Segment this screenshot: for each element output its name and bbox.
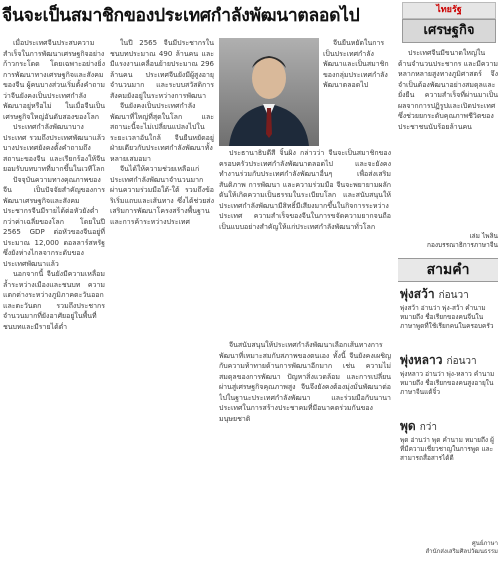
paragraph: นอกจากนี้ จีนยังมีความเหลื่อมล้ำระหว่างเมืองและชนบท ความแตกต่างระหว่างภูมิภาคตะวันออกและตะวันตก รวมถึงประชากรจำนวนมากที่ยังอาศัยอยู่ในพื้นที่ชนบทและมีรายได้ต่ำ [3, 270, 105, 331]
glossary-thai-numeral: ก่อนวา [446, 356, 477, 367]
paragraph: ในปี 2565 จีนมีประชากรในชนบทประมาณ 490 ล้านคน และมีแรงงานเคลื่อนย้ายประมาณ 296 ล้านคน ประเทศจีนยังมีผู้สูงอายุจำนวนมาก และระบบสวัสดิการสังคมยังอยู่ในระหว่างการพัฒนา [110, 39, 214, 100]
glossary-thai-numeral: กว่า [419, 422, 437, 433]
glossary-source: ศูนย์ภาษา สำนักส่งเสริมศิลปวัฒนธรรม [425, 540, 498, 555]
paragraph: จีนสนับสนุนให้ประเทศกำลังพัฒนาเลือกเส้นทางการพัฒนาที่เหมาะสมกับสภาพของตนเอง ทั้งนี้ จีนยังคงเผชิญกับความท้าทายด้านการพัฒนาอีกมาก เช่น ความไม่สมดุลของการพัฒนา ปัญหาสิ่งแวดล้อม และการเปลี่ยนผ่านสู่เศรษฐกิจคุณภาพสูง จีนจึงยังคงต้องมุ่งมั่นพัฒนาต่อไปในฐานะประเทศกำลังพัฒนา และร่วมมือกับนานาประเทศในการสร้างประชาคมที่มีอนาคตร่วมกันของมนุษยชาติ [219, 341, 391, 423]
glossary-definition: พุ่งสว้า อ่านว่า พุ่ง-สว้า คำนาม หมายถึง ชื่อเรียกของคนจีนในภาษาพูดที่ใช้เรียกคนในครอบครัว [400, 304, 494, 330]
glossary-entry [400, 286, 498, 346]
glossary-term: พุด [400, 419, 416, 433]
masthead-logo: ไทยรัฐ [402, 2, 496, 19]
article-column-3-bottom [219, 340, 391, 558]
glossary-entry [400, 352, 498, 412]
portrait-photo [219, 38, 319, 146]
paragraph: จีนยืนหยัดในการเป็นประเทศกำลังพัฒนาและเป็นสมาชิกของกลุ่มประเทศกำลังพัฒนาตลอดไป [323, 39, 389, 89]
glossary-definition: พุด อ่านว่า พุด คำนาม หมายถึง ผู้ที่มีความเชี่ยวชาญในการพูด และสามารถสื่อสารได้ดี [400, 436, 494, 462]
author-signature: เล่ม ไพลิน กองบรรณาธิการภาษาจีน [427, 232, 498, 249]
paragraph: ประเทศจีนมีขนาดใหญ่ในด้านจำนวนประชากร และมีความหลากหลายสูงทางภูมิศาสตร์ จึงจำเป็นต้องพัฒนาอย่างสมดุลและยั่งยืน ความสำเร็จที่ผ่านมาเป็นผลจากการปฏิรูปและเปิดประเทศ ซึ่งช่วยยกระดับคุณภาพชีวิตของประชาชนนับร้อยล้านคน [398, 49, 498, 131]
portrait-figure-icon [219, 38, 319, 146]
section-title: เศรษฐกิจ [402, 19, 496, 43]
sidebar-text [398, 48, 498, 230]
headline: จีนจะเป็นสมาชิกของประเทศกำลังพัฒนาตลอดไป [2, 6, 360, 26]
glossary-entry [400, 418, 498, 492]
glossary-thai-numeral: ก่อนวา [438, 290, 469, 301]
paragraph: ประเทศกำลังพัฒนาบางประเทศ รวมถึงประเทศพัฒนาแล้วบางประเทศยังคงตั้งคำถามถึงสถานะของจีน และเรียกร้องให้จีนยอมรับบทบาทที่มากขึ้นในเวทีโลก [3, 123, 105, 173]
glossary-title: สามคำ [398, 258, 498, 282]
glossary-term: พุ่งสว้า [400, 287, 435, 301]
intro-column [323, 38, 393, 146]
paragraph: ประธานาธิบดีสี จิ้นผิง กล่าวว่า จีนจะเป็นสมาชิกของครอบครัวประเทศกำลังพัฒนาตลอดไป และจะยังคงทำงานร่วมกับประเทศกำลังพัฒนาอื่นๆ เพื่อส่งเสริมสันติภาพ การพัฒนา และความร่วมมือ จีนจะพยายามผลักดันให้เกิดความเป็นธรรมในระเบียบโลก และสนับสนุนให้ประเทศกำลังพัฒนามีสิทธิ์มีเสียงมากขึ้นในกิจการระหว่างประเทศ ความสำเร็จของจีนในการขจัดความยากจนถือเป็นแบบอย่างสำคัญให้แก่ประเทศกำลังพัฒนาทั่วโลก [219, 149, 391, 231]
article-column-2 [110, 38, 214, 558]
paragraph: ปัจจุบันความทางคุณภาพของจีน เป็นปัจจัยสำคัญของการพัฒนาเศรษฐกิจและสังคม ประชากรจีนมีรายได้ต่อหัวยังต่ำกว่าค่าเฉลี่ยของโลก โดยในปี 2565 GDP ต่อหัวของจีนอยู่ที่ประมาณ 12,000 ดอลลาร์สหรัฐ ซึ่งยังห่างไกลจากระดับของประเทศพัฒนาแล้ว [3, 175, 105, 268]
paragraph: จีนได้ให้ความช่วยเหลือแก่ประเทศกำลังพัฒนาจำนวนมากผ่านความร่วมมือใต้-ใต้ รวมถึงข้อริเริ่มแถบและเส้นทาง ซึ่งได้ช่วยส่งเสริมการพัฒนาโครงสร้างพื้นฐานและการค้าระหว่างประเทศ [110, 165, 214, 226]
paragraph: เมื่อประเทศจีนประสบความสำเร็จในการพัฒนาเศรษฐกิจอย่างก้าวกระโดด โดยเฉพาะอย่างยิ่งการพัฒนาทางเศรษฐกิจและสังคมของจีน ผู้คนบางส่วนเริ่มตั้งคำถามว่าจีนยังคงเป็นประเทศกำลังพัฒนาอยู่หรือไม่ ในเมื่อจีนเป็นเศรษฐกิจใหญ่อันดับสองของโลก [3, 39, 105, 121]
glossary-term: พุ่งหลาว [400, 353, 443, 367]
article-column-1 [3, 38, 105, 558]
glossary-definition: พุ่งหลาว อ่านว่า พุ่ง-หลาว คำนาม หมายถึง ชื่อเรียกของคนสูงอายุในภาษาจีนแต้จิ๋ว [400, 370, 495, 396]
article-column-3-top [219, 148, 391, 338]
paragraph: จีนยังคงเป็นประเทศกำลังพัฒนาที่ใหญ่ที่สุดในโลก และสถานะนี้จะไม่เปลี่ยนแปลงไปในระยะเวลาอันใกล้ จีนยืนหยัดอยู่ฝ่ายเดียวกับประเทศกำลังพัฒนาทั้งหลายเสมอมา [110, 102, 214, 163]
